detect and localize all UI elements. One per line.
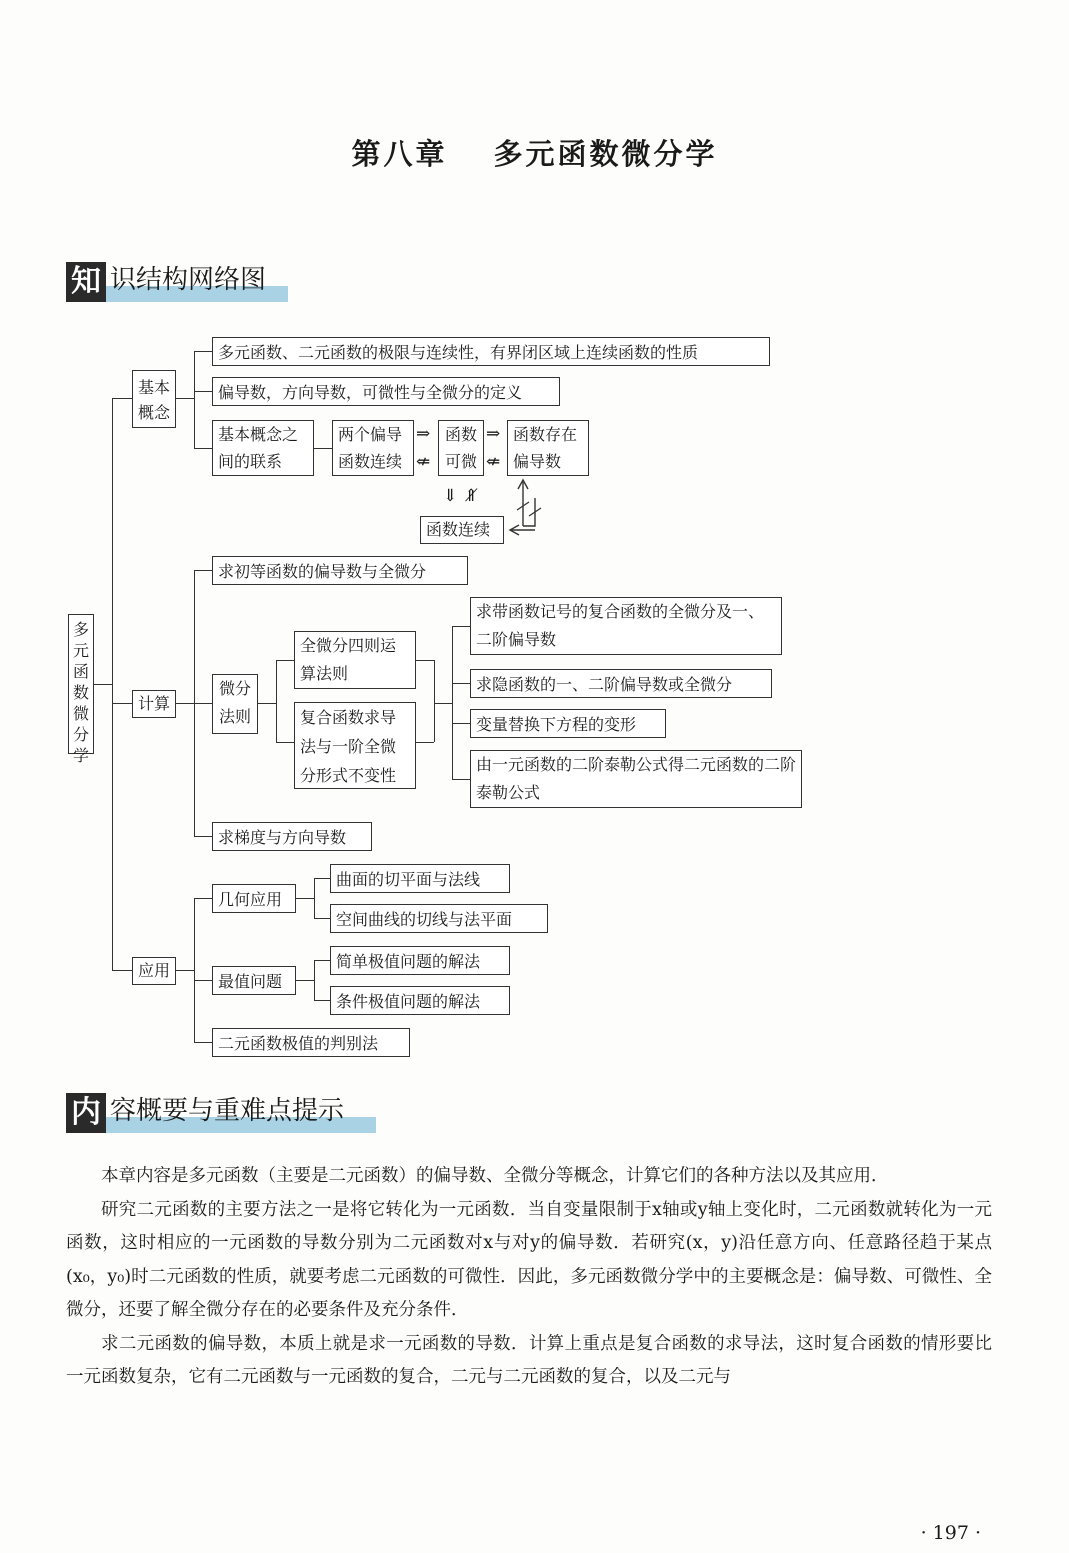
map-basic-item-2: 偏导数，方向导数，可微性与全微分的定义 [212,377,560,406]
map-apply-ext: 最值问题 [212,966,296,995]
down-implies-arrow: ⇓ [443,486,458,506]
crossed-arrows-icon [505,476,551,538]
map-calc-app-4: 由一元函数的二阶泰勒公式得二元函数的二阶泰勒公式 [470,750,802,808]
implies-arrow-2: ⇒ [486,424,501,444]
map-node-basic [132,370,176,428]
map-calc-rule-1: 全微分四则运算法则 [294,631,416,689]
map-calc-item-2: 求梯度与方向导数 [212,822,372,851]
section-title: 容概要与重难点提示 [110,1096,345,1126]
map-relation-b4: 函数连续 [420,516,504,544]
section-header-content [66,1093,376,1137]
map-relation-b1: 两个偏导函数连续 [332,420,414,476]
map-apply-geo: 几何应用 [212,884,296,913]
section-badge: 内 [66,1093,106,1133]
map-relation-label: 基本概念之间的联系 [212,420,314,476]
chapter-name: 多元函数微分学 [493,137,718,171]
map-relation-b3: 函数存在偏导数 [507,420,589,476]
map-node-apply: 应用 [132,957,176,985]
body-text [66,1160,992,1395]
not-implied-arrow-2: ⇍ [486,452,501,472]
map-apply-ext-2: 条件极值问题的解法 [330,986,510,1015]
section-badge: 知 [66,262,106,302]
page-number: · 197 · [920,1522,981,1544]
not-implied-arrow-1: ⇍ [416,452,431,472]
map-apply-ext-1: 简单极值问题的解法 [330,946,510,975]
map-calc-app-1: 求带函数记号的复合函数的全微分及一、二阶偏导数 [470,597,782,655]
map-apply-geo-2: 空间曲线的切线与法平面 [330,904,548,933]
map-calc-app-2: 求隐函数的一、二阶偏导数或全微分 [470,669,772,698]
chapter-label: 第八章 [351,137,448,171]
paragraph-1: 本章内容是多元函数（主要是二元函数）的偏导数、全微分等概念，计算它们的各种方法以及其应用． [101,1166,889,1186]
map-calc-item-1: 求初等函数的偏导数与全微分 [212,556,468,585]
map-calc-app-3: 变量替换下方程的变形 [470,709,666,738]
map-relation-b2: 函数可微 [438,420,484,476]
map-apply-geo-1: 曲面的切平面与法线 [330,864,510,893]
map-node-basic-label: 基本概念 [137,378,170,422]
not-up-arrow: ⇑̸ [464,486,479,506]
page-title [0,132,1069,173]
section-header-knowledge [66,262,288,306]
map-root [68,614,94,765]
map-node-calc: 计算 [132,690,176,718]
map-basic-item-1: 多元函数、二元函数的极限与连续性，有界闭区域上连续函数的性质 [212,337,770,366]
map-apply-judge: 二元函数极值的判别法 [212,1028,410,1057]
map-calc-rule-2: 复合函数求导法与一阶全微分形式不变性 [294,702,416,789]
implies-arrow-1: ⇒ [416,424,431,444]
map-root-label: 多元函数微分学 [73,620,90,765]
paragraph-2: 研究二元函数的主要方法之一是将它转化为一元函数．当自变量限制于x轴或y轴上变化时，二元函数就转化为一元函数，这时相应的一元函数的导数分别为二元函数对x与对y的偏导数．若研究(x，y)沿任意方向、任意路径趋于某点(x₀，y₀)时二元函数的性质，就要考虑二元函数的可微性．因此，多元函数微分学中的主要概念是：偏导数、可微性、全微分，还要了解全微分存在的必要条件及充分条件． [66,1199,992,1320]
section-title: 识结构网络图 [110,265,267,295]
paragraph-3: 求二元函数的偏导数，本质上就是求一元函数的导数．计算上重点是复合函数的求导法，这时复合函数的情形要比一元函数复杂，它有二元函数与一元函数的复合，二元与二元函数的复合，以及二元与 [66,1333,992,1387]
map-calc-diff: 微分法则 [212,674,258,734]
